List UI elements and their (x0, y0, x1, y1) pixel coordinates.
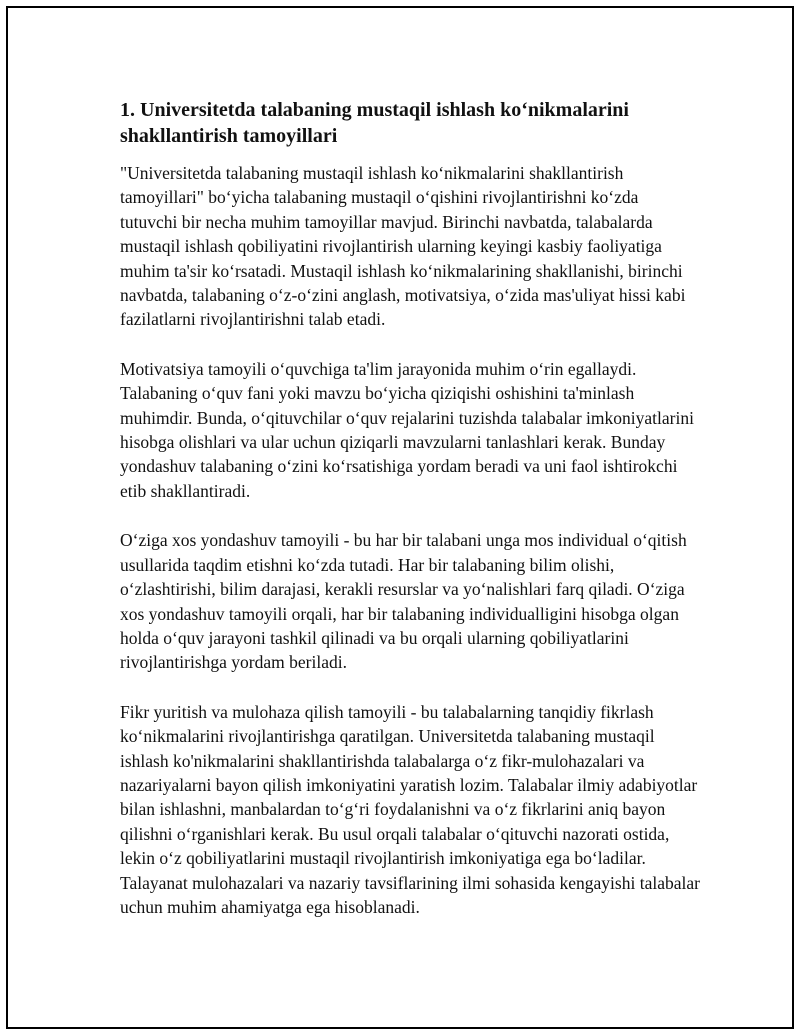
section-heading: 1. Universitetda talabaning mustaqil ishlash koʻnikmalarini shakllantirish tamoyillari (120, 99, 629, 147)
paragraph-1: "Universitetda talabaning mustaqil ishlash koʻnikmalarini shakllantirish tamoyillari" boʻyicha talabaning mustaqil oʻqishini rivojlantirishni koʻzda tutuvchi bir necha muhim tamoyillar mavjud. Birinchi navbatda, talabalarda mustaqil ishlash qobiliyatini rivojlantirish ularning keyingi kasbiy faoliyatiga muhim ta'sir koʻrsatadi. Mustaqil ishlash koʻnikmalarining shakllanishi, birinchi navbatda, talabaning oʻz-oʻzini anglash, motivatsiya, oʻzida mas'uliyat hissi kabi fazilatlarni rivojlantirishni talab etadi. (120, 163, 686, 330)
paragraph-3: Oʻziga xos yondashuv tamoyili - bu har bir talabani unga mos individual oʻqitish usullarida taqdim etishni koʻzda tutadi. Har bir talabaning bilim olishi, oʻzlashtirishi, bilim darajasi, kerakli resurslar va yoʻnalishlari farq qiladi. Oʻziga xos yondashuv tamoyili orqali, har bir talabaning individualligini hisobga olgan holda oʻquv jarayoni tashkil qilinadi va bu orqali ularning qobiliyatlarini rivojlantirishga yordam beriladi. (120, 530, 687, 673)
document-body (120, 97, 700, 919)
paragraph-2: Motivatsiya tamoyili oʻquvchiga ta'lim jarayonida muhim oʻrin egallaydi. Talabaning oʻquv fani yoki mavzu boʻyicha qiziqishi oshishini ta'minlash muhimdir. Bunda, oʻqituvchilar oʻquv rejalarini tuzishda talabalar imkoniyatlarini hisobga olishlari va ular uchun qiziqarli mavzularni tanlashlari kerak. Bunday yondashuv talabaning oʻzini koʻrsatishiga yordam beradi va uni faol ishtirokchi etib shakllantiradi. (120, 358, 694, 501)
document-page (6, 6, 794, 1029)
paragraph-4: Fikr yuritish va mulohaza qilish tamoyili - bu talabalarning tanqidiy fikrlash koʻnikmalarini rivojlantirishga qaratilgan. Universitetda talabaning mustaqil ishlash ko'nikmalarini shakllantirishda talabalarga oʻz fikr-mulohazalari va nazariyalarni bayon qilish imkoniyatini yaratish lozim. Talabalar ilmiy adabiyotlar bilan ishlashni, manbalardan toʻgʻri foydalanishni va oʻz fikrlarini aniq bayon qilishni oʻrganishlari kerak. Bu usul orqali talabalar oʻqituvchi nazorati ostida, lekin oʻz qobiliyatlarini mustaqil rivojlantirish imkoniyatiga ega boʻladilar. Talayanat mulohazalari va nazariy tavsiflarining ilmi sohasida kengayishi talabalar uchun muhim ahamiyatga ega hisoblanadi. (120, 701, 700, 917)
